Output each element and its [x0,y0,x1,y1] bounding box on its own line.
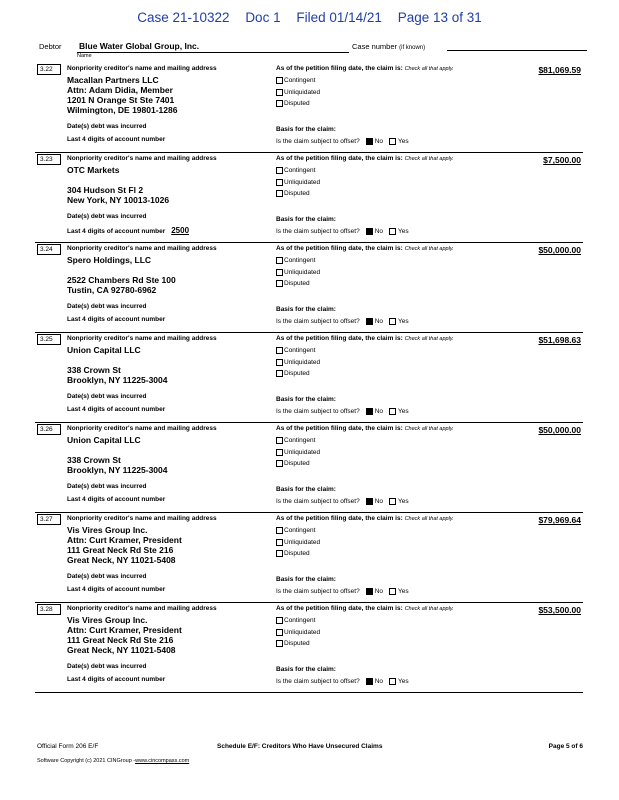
unliquidated-checkbox[interactable] [276,449,283,456]
claim-amount: $50,000.00 [538,425,581,435]
contingent-checkbox[interactable] [276,257,283,264]
disputed-option[interactable] [276,638,583,650]
petition-heading-text: As of the petition filing date, the claim is: [276,155,403,162]
disputed-label: Disputed [284,280,310,288]
contingent-label: Contingent [284,167,316,175]
offset-question [276,678,409,685]
offset-no-checkbox[interactable] [366,228,373,235]
unliquidated-checkbox[interactable] [276,179,283,186]
creditor-entry [35,513,583,603]
unliquidated-label: Unliquidated [284,358,321,366]
creditor-address-line: 2522 Chambers Rd Ste 100 [67,275,176,285]
check-all-note: Check all that apply. [404,516,454,522]
contingent-checkbox[interactable] [276,527,283,534]
doc-number-header: Doc 1 [245,10,281,25]
offset-yes-checkbox[interactable] [389,318,396,325]
creditor-entry [35,243,583,333]
disputed-option[interactable] [276,98,583,110]
disputed-checkbox[interactable] [276,370,283,377]
disputed-label: Disputed [284,460,310,468]
basis-label: Basis for the claim: [276,576,336,583]
creditor-address-line [67,265,277,275]
creditor-info [67,335,277,385]
creditor-address-line: New York, NY 10013-1026 [67,195,170,205]
account-last4-value: 2500 [171,226,190,235]
contingent-label: Contingent [284,77,316,85]
unliquidated-label: Unliquidated [284,448,321,456]
offset-no-label: No [374,678,384,685]
offset-yes-label: Yes [398,498,409,505]
offset-no-label: No [374,408,384,415]
claim-status-options [276,75,583,110]
claim-amount: $51,698.63 [538,335,581,345]
claim-status-options [276,435,583,470]
creditor-heading: Nonpriority creditor's name and mailing address [67,605,217,612]
basis-label: Basis for the claim: [276,306,336,313]
creditor-address [67,435,277,475]
debtor-name: Blue Water Global Group, Inc. [77,41,349,53]
disputed-option[interactable] [276,458,583,470]
basis-label: Basis for the claim: [276,126,336,133]
creditor-entry [35,153,583,243]
check-all-note: Check all that apply. [404,156,454,162]
date-incurred-label: Date(s) debt was incurred [67,393,147,400]
account-last4-label: Last 4 digits of account number [67,586,166,593]
case-number-known: (if known) [399,45,426,51]
contingent-checkbox[interactable] [276,617,283,624]
petition-heading-text: As of the petition filing date, the claim is: [276,425,403,432]
contingent-option[interactable] [276,615,583,627]
creditor-entry [35,63,583,153]
creditor-address-line: Macallan Partners LLC [67,75,159,85]
creditor-info [67,605,277,655]
disputed-label: Disputed [284,550,310,558]
disputed-label: Disputed [284,370,310,378]
creditor-address-line: 111 Great Neck Rd Ste 216 [67,635,174,645]
contingent-label: Contingent [284,617,316,625]
contingent-checkbox[interactable] [276,437,283,444]
copyright-link[interactable]: www.cincompass.com [135,758,190,764]
contingent-label: Contingent [284,347,316,355]
entry-number: 3.24 [37,244,61,255]
creditor-address [67,615,277,655]
unliquidated-option[interactable] [276,87,583,99]
debtor-name-caption: Name [77,53,92,59]
unliquidated-label: Unliquidated [284,88,321,96]
contingent-checkbox[interactable] [276,77,283,84]
footer-schedule: Schedule E/F: Creditors Who Have Unsecured Claims [217,743,383,750]
creditor-address-line: Union Capital LLC [67,435,141,445]
creditor-address [67,345,277,385]
claim-status [276,245,583,325]
account-last4 [67,226,189,235]
creditor-address-line: Great Neck, NY 11021-5408 [67,555,176,565]
creditor-address-line: Vis Vires Group Inc. [67,525,148,535]
contingent-option[interactable] [276,525,583,537]
disputed-checkbox[interactable] [276,640,283,647]
creditor-address-line: Attn: Curt Kramer, President [67,535,182,545]
disputed-option[interactable] [276,368,583,380]
creditor-address [67,255,277,295]
claim-amount: $81,069.59 [538,65,581,75]
creditor-heading: Nonpriority creditor's name and mailing address [67,245,217,252]
entry-number: 3.25 [37,334,61,345]
claim-status-options [276,165,583,200]
disputed-label: Disputed [284,640,310,648]
disputed-option[interactable] [276,188,583,200]
basis-label: Basis for the claim: [276,486,336,493]
creditor-address [67,525,277,565]
footer-page: Page 5 of 6 [548,743,583,750]
disputed-label: Disputed [284,190,310,198]
creditor-heading: Nonpriority creditor's name and mailing address [67,335,217,342]
creditor-address-line: 111 Great Neck Rd Ste 216 [67,545,174,555]
unliquidated-option[interactable] [276,447,583,459]
offset-question [276,408,409,415]
case-number-field [447,50,587,51]
creditor-address-line: Great Neck, NY 11021-5408 [67,645,176,655]
unliquidated-label: Unliquidated [284,538,321,546]
offset-no-checkbox[interactable] [366,678,373,685]
account-last4 [67,676,165,683]
debtor-row [39,41,589,61]
creditor-heading: Nonpriority creditor's name and mailing address [67,155,217,162]
disputed-option[interactable] [276,278,583,290]
petition-heading-text: As of the petition filing date, the claim is: [276,245,403,252]
petition-heading-text: As of the petition filing date, the claim is: [276,65,403,72]
offset-yes-checkbox[interactable] [389,138,396,145]
creditor-heading: Nonpriority creditor's name and mailing address [67,515,217,522]
case-number-label-text: Case number [352,42,398,51]
creditor-heading: Nonpriority creditor's name and mailing address [67,65,217,72]
account-last4-label: Last 4 digits of account number [67,136,166,143]
entry-number: 3.26 [37,424,61,435]
offset-label: Is the claim subject to offset? [276,678,360,685]
disputed-checkbox[interactable] [276,100,283,107]
check-all-note: Check all that apply. [404,426,454,432]
basis-label: Basis for the claim: [276,666,336,673]
contingent-label: Contingent [284,257,316,265]
disputed-label: Disputed [284,100,310,108]
offset-yes-label: Yes [398,138,409,145]
offset-no-label: No [374,318,384,325]
creditor-address-line: OTC Markets [67,165,120,175]
creditor-address-line [67,445,277,455]
account-last4-label: Last 4 digits of account number [67,676,166,683]
claim-status-options [276,255,583,290]
claim-amount: $79,969.64 [538,515,581,525]
offset-yes-label: Yes [398,678,409,685]
date-incurred-label: Date(s) debt was incurred [67,303,147,310]
creditor-address-line: 338 Crown St [67,455,121,465]
creditor-entry [35,333,583,423]
account-last4-label: Last 4 digits of account number [67,228,166,235]
offset-no-checkbox[interactable] [366,318,373,325]
offset-label: Is the claim subject to offset? [276,138,360,145]
copyright-line [37,758,189,764]
contingent-checkbox[interactable] [276,167,283,174]
entry-number: 3.23 [37,154,61,165]
claim-status-options [276,615,583,650]
creditor-address-line: Brooklyn, NY 11225-3004 [67,465,168,475]
offset-question [276,588,409,595]
claim-status [276,515,583,595]
claim-status [276,155,583,235]
creditor-entries [35,63,583,693]
contingent-option[interactable] [276,435,583,447]
creditor-info [67,245,277,295]
claim-amount: $50,000.00 [538,245,581,255]
account-last4 [67,496,165,503]
contingent-label: Contingent [284,437,316,445]
unliquidated-checkbox[interactable] [276,539,283,546]
creditor-address-line: Brooklyn, NY 11225-3004 [67,375,168,385]
offset-yes-checkbox[interactable] [389,498,396,505]
case-header [0,10,619,25]
claim-status-options [276,345,583,380]
date-incurred-label: Date(s) debt was incurred [67,213,147,220]
creditor-address [67,165,277,205]
basis-label: Basis for the claim: [276,396,336,403]
unliquidated-label: Unliquidated [284,628,321,636]
creditor-info [67,515,277,565]
creditor-address-line: 338 Crown St [67,365,121,375]
offset-yes-checkbox[interactable] [389,588,396,595]
unliquidated-label: Unliquidated [284,178,321,186]
unliquidated-checkbox[interactable] [276,269,283,276]
unliquidated-option[interactable] [276,267,583,279]
contingent-option[interactable] [276,75,583,87]
offset-label: Is the claim subject to offset? [276,228,360,235]
contingent-label: Contingent [284,527,316,535]
offset-yes-label: Yes [398,318,409,325]
unliquidated-label: Unliquidated [284,268,321,276]
account-last4 [67,586,165,593]
unliquidated-option[interactable] [276,537,583,549]
petition-heading-text: As of the petition filing date, the claim is: [276,515,403,522]
creditor-address-line: Attn: Curt Kramer, President [67,625,182,635]
offset-no-checkbox[interactable] [366,498,373,505]
offset-question [276,228,409,235]
creditor-address-line: Spero Holdings, LLC [67,255,152,265]
basis-label: Basis for the claim: [276,216,336,223]
filed-date-header: Filed 01/14/21 [296,10,382,25]
debtor-label: Debtor [39,42,62,51]
check-all-note: Check all that apply. [404,606,454,612]
offset-yes-checkbox[interactable] [389,678,396,685]
offset-label: Is the claim subject to offset? [276,408,360,415]
disputed-checkbox[interactable] [276,190,283,197]
entry-number: 3.27 [37,514,61,525]
account-last4-label: Last 4 digits of account number [67,316,166,323]
entry-number: 3.28 [37,604,61,615]
creditor-entry [35,603,583,693]
offset-no-label: No [374,588,384,595]
creditor-address-line: 304 Hudson St Fl 2 [67,185,144,195]
disputed-checkbox[interactable] [276,280,283,287]
account-last4-label: Last 4 digits of account number [67,406,166,413]
offset-label: Is the claim subject to offset? [276,318,360,325]
offset-no-checkbox[interactable] [366,138,373,145]
petition-heading-text: As of the petition filing date, the claim is: [276,335,403,342]
creditor-address-line: Tustin, CA 92780-6962 [67,285,157,295]
offset-no-label: No [374,228,384,235]
creditor-entry [35,423,583,513]
petition-heading-text: As of the petition filing date, the claim is: [276,605,403,612]
unliquidated-checkbox[interactable] [276,359,283,366]
offset-yes-checkbox[interactable] [389,228,396,235]
contingent-option[interactable] [276,165,583,177]
creditor-info [67,425,277,475]
offset-yes-checkbox[interactable] [389,408,396,415]
creditor-address-line: Union Capital LLC [67,345,141,355]
date-incurred-label: Date(s) debt was incurred [67,573,147,580]
claim-status [276,335,583,415]
contingent-checkbox[interactable] [276,347,283,354]
check-all-note: Check all that apply. [404,66,454,72]
claim-status [276,65,583,145]
creditor-address-line: 1201 N Orange St Ste 7401 [67,95,175,105]
creditor-address-line: Wilmington, DE 19801-1286 [67,105,178,115]
check-all-note: Check all that apply. [404,336,454,342]
creditor-address-line: Attn: Adam Didia, Member [67,85,173,95]
creditor-address-line: Vis Vires Group Inc. [67,615,148,625]
creditor-address-line [67,355,277,365]
offset-yes-label: Yes [398,228,409,235]
offset-question [276,498,409,505]
date-incurred-label: Date(s) debt was incurred [67,483,147,490]
date-incurred-label: Date(s) debt was incurred [67,123,147,130]
offset-no-label: No [374,138,384,145]
claim-status [276,425,583,505]
offset-label: Is the claim subject to offset? [276,588,360,595]
account-last4 [67,316,165,323]
offset-no-label: No [374,498,384,505]
claim-amount: $53,500.00 [538,605,581,615]
unliquidated-checkbox[interactable] [276,629,283,636]
claim-status [276,605,583,685]
offset-no-checkbox[interactable] [366,408,373,415]
creditor-address [67,75,277,115]
case-number-header: Case 21-10322 [137,10,230,25]
copyright-text: Software Copyright (c) 2021 CINGroup - [37,758,136,764]
case-number-label [352,42,425,51]
contingent-option[interactable] [276,255,583,267]
account-last4-label: Last 4 digits of account number [67,496,166,503]
page-count-header: Page 13 of 31 [397,10,482,25]
offset-yes-label: Yes [398,588,409,595]
offset-yes-label: Yes [398,408,409,415]
footer-form: Official Form 206 E/F [37,743,99,750]
account-last4 [67,406,165,413]
unliquidated-checkbox[interactable] [276,89,283,96]
unliquidated-option[interactable] [276,357,583,369]
contingent-option[interactable] [276,345,583,357]
check-all-note: Check all that apply. [404,246,454,252]
creditor-info [67,155,277,205]
claim-status-options [276,525,583,560]
unliquidated-option[interactable] [276,177,583,189]
disputed-checkbox[interactable] [276,550,283,557]
creditor-address-line [67,175,277,185]
offset-no-checkbox[interactable] [366,588,373,595]
claim-amount: $7,500.00 [543,155,581,165]
offset-question [276,318,409,325]
disputed-option[interactable] [276,548,583,560]
account-last4 [67,136,165,143]
offset-question [276,138,409,145]
creditor-heading: Nonpriority creditor's name and mailing address [67,425,217,432]
offset-label: Is the claim subject to offset? [276,498,360,505]
entry-number: 3.22 [37,64,61,75]
creditor-info [67,65,277,115]
disputed-checkbox[interactable] [276,460,283,467]
date-incurred-label: Date(s) debt was incurred [67,663,147,670]
unliquidated-option[interactable] [276,627,583,639]
